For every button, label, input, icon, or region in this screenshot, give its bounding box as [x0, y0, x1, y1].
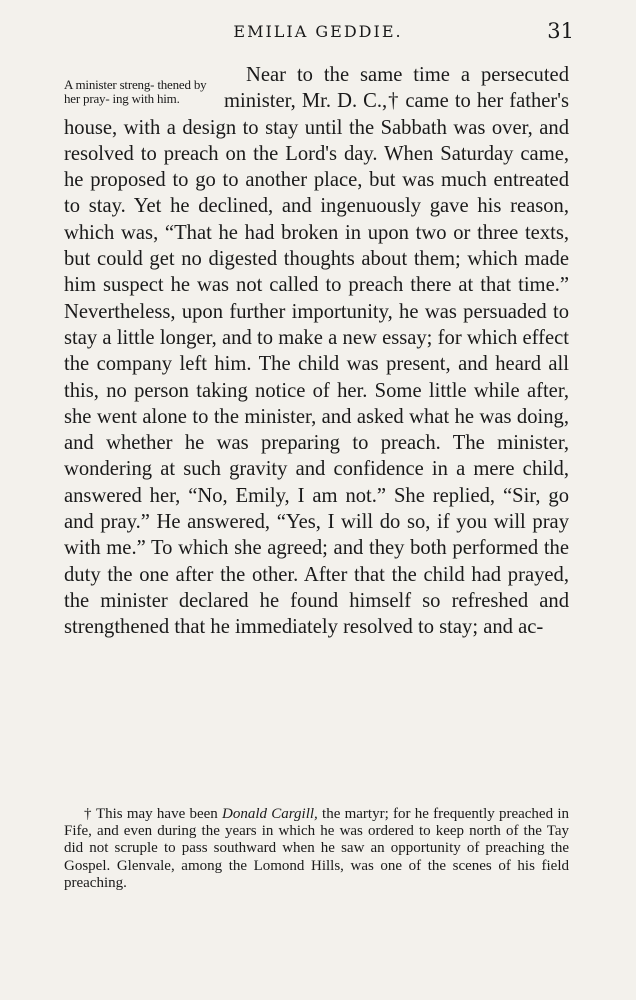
body-text-block — [64, 62, 569, 641]
running-title: EMILIA GEDDIE. — [233, 22, 403, 41]
footnote-name: Donald Cargill, — [222, 806, 318, 822]
footnote-lead: This may have been — [95, 806, 218, 822]
footnote — [64, 806, 569, 892]
page-header — [0, 19, 636, 52]
page-number: 31 — [547, 19, 574, 43]
paragraph-text: Near to the same time a persecuted minister, Mr. D. C.,† came to her father's house, with a design to stay until the Sabbath was over, and resolved to preach on the Lord's day. When Saturday came, he proposed to go to another place, but was much entreated to stay. Yet he declined, and ingenuously gave his reason, which was, “That he had broken in upon two or three texts, but could get no digested thoughts about them; which made him suspect he was not called to preach there at that time.” Nevertheless, upon further importunity, he was persuaded to stay a little longer, and to make a new essay; for which effect the company left him. The child was present, and heard all this, no person taking notice of her. Some little while after, she went alone to the minister, and asked what he was doing, and whether he was preparing to preach. The minister, wondering at such gravity and confidence in a mere child, answered her, “No, Emily, I am not.” She replied, “Sir, go and pray.” He answered, “Yes, I will do so, if you will pray with me.” To which she agreed; and they both performed the duty the one after the other. After that the child had prayed, the minister declared he found himself so refreshed and strengthened that he immediately resolved to stay; and ac- — [64, 64, 569, 639]
margin-note: A minister streng- thened by her pray- ing with him. — [64, 77, 207, 106]
main-paragraph — [64, 62, 569, 641]
footnote-marker: † — [84, 806, 92, 822]
footnote-rest: the martyr; for he frequently preached in Fife, and even during the years in which he was ordered to keep north of the Tay did not scruple to pass southward when he saw an opportunity of preaching the Gospel. Glenvale, among the Lomond Hills, was one of the scenes of his field preaching. — [64, 806, 569, 891]
